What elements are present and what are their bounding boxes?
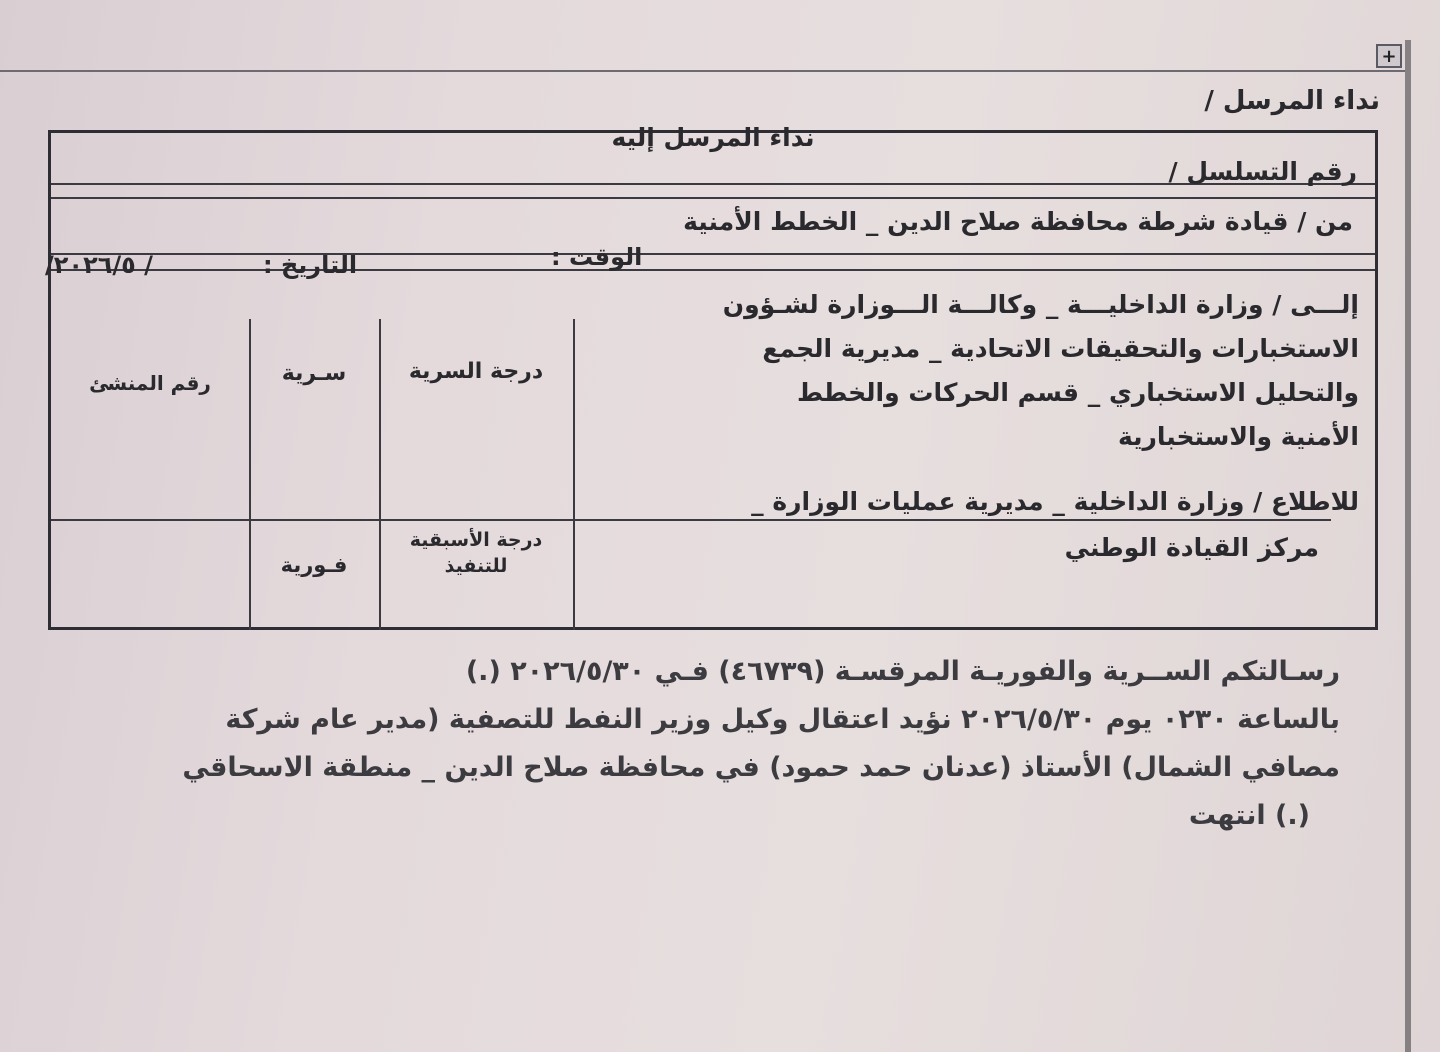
message-line-3: مصافي الشمال) الأستاذ (عدنان حمد حمود) في محافظة صلاح الدين _ منطقة الاسحاقي bbox=[182, 752, 1340, 783]
info-line-1: للاطلاع / وزارة الداخلية _ مديرية عمليات الوزارة _ bbox=[751, 487, 1359, 516]
serial-row bbox=[51, 157, 1375, 199]
screen-edge bbox=[1405, 40, 1411, 1052]
top-rule bbox=[0, 70, 1405, 72]
secrecy-value: سـرية bbox=[281, 361, 347, 386]
time-date-row bbox=[45, 243, 1375, 279]
priority-label bbox=[381, 527, 571, 579]
message-line-4: (.) انتهت bbox=[1188, 800, 1310, 831]
priority-label-1: درجة الأسبقية bbox=[409, 529, 543, 551]
to-line-3: والتحليل الاستخباري _ قسم الحركات والخطط bbox=[797, 378, 1359, 407]
priority-label-2: للتنفيذ bbox=[444, 555, 508, 577]
to-line-1: إلـــى / وزارة الداخليـــة _ وكالـــة الـــوزارة لشـؤون bbox=[722, 290, 1359, 319]
originator-label: رقم المنشئ bbox=[89, 371, 211, 395]
message-line-2: بالساعة ٠٢٣٠ يوم ٢٠٢٦/٥/٣٠ نؤيد اعتقال وكيل وزير النفط للتصفية (مدير عام شركة bbox=[225, 704, 1340, 735]
time-label: الوقت : bbox=[551, 243, 643, 271]
message-form bbox=[45, 123, 1378, 630]
secrecy-label: درجة السرية bbox=[408, 359, 544, 384]
date-value: / ٢٠٢٦/٥/ bbox=[45, 251, 153, 279]
serial-number: رقم التسلسل / bbox=[1168, 157, 1357, 186]
from-row bbox=[51, 199, 1375, 255]
divider-1 bbox=[573, 319, 575, 630]
sender-call: نداء المرسل / bbox=[1204, 86, 1380, 116]
date-label: التاريخ : bbox=[263, 251, 358, 279]
expand-icon[interactable]: + bbox=[1376, 44, 1402, 68]
to-block bbox=[579, 283, 1359, 459]
to-line-2: الاستخبارات والتحقيقات الاتحادية _ مديرية الجمع bbox=[762, 334, 1359, 363]
info-block bbox=[579, 479, 1359, 571]
info-line-2: مركز القيادة الوطني bbox=[1064, 533, 1319, 562]
message-line-1: رسـالتكم الســرية والفوريـة المرقسـة (٤٦٧٣٩) فـي ٢٠٢٦/٥/٣٠ (.) bbox=[465, 656, 1340, 687]
recipient-call: نداء المرسل إليه bbox=[611, 123, 815, 152]
from-line: من / قيادة شرطة محافظة صلاح الدين _ الخطط الأمنية bbox=[683, 207, 1353, 236]
message-body bbox=[70, 648, 1340, 840]
priority-value: فـورية bbox=[280, 553, 348, 577]
to-line-4: الأمنية والاستخبارية bbox=[1117, 422, 1359, 451]
